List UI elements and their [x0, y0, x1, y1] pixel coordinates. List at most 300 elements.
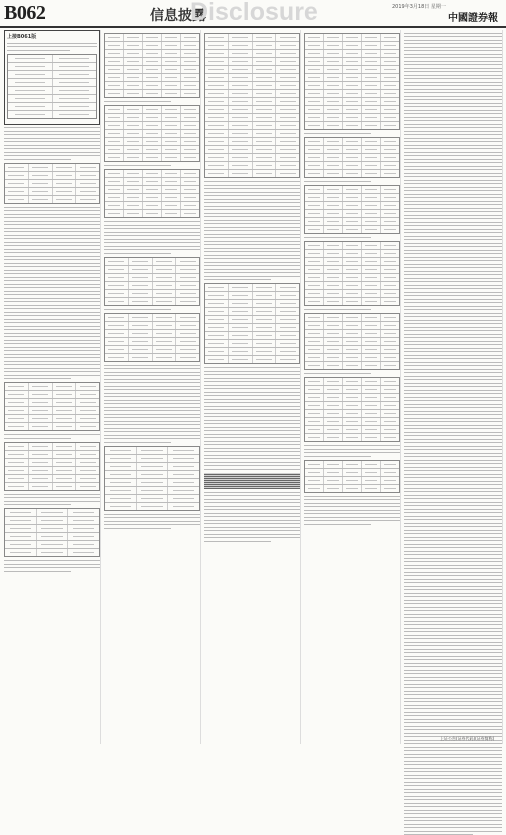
- table-cell: [105, 130, 124, 137]
- table-cell: [143, 90, 162, 97]
- table-cell: [229, 90, 253, 97]
- table-cell: [381, 194, 399, 201]
- table-cell: [176, 354, 199, 361]
- table-cell: [143, 50, 162, 57]
- text-line: [204, 265, 300, 266]
- table-cell: [305, 90, 324, 97]
- table-cell: [324, 210, 343, 217]
- text-line: [404, 771, 502, 772]
- text-line: [404, 180, 502, 181]
- text-line: [204, 520, 300, 521]
- table-cell: [305, 410, 324, 417]
- text-line: [404, 106, 502, 107]
- table-cell: [124, 138, 143, 145]
- text-line: [204, 427, 300, 428]
- table-cell: [276, 42, 299, 49]
- table-cell: [305, 426, 324, 433]
- table-cell: [253, 90, 277, 97]
- table-cell: [143, 186, 162, 193]
- table-cell: [181, 82, 199, 89]
- text-line: [4, 207, 100, 208]
- text-line: [404, 467, 502, 468]
- data-table: [304, 33, 400, 130]
- table-cell: [343, 74, 362, 81]
- table-cell: [143, 114, 162, 121]
- data-table: [4, 163, 100, 204]
- text-line: [104, 242, 200, 243]
- text-line: [4, 141, 100, 142]
- table-cell: [76, 164, 99, 171]
- table-cell: [153, 258, 177, 265]
- text-line: [4, 224, 100, 225]
- table-row: [305, 461, 399, 469]
- table-cell: [381, 74, 399, 81]
- table-row: [305, 354, 399, 362]
- table-cell: [105, 34, 124, 41]
- table-cell: [129, 298, 153, 305]
- table-cell: [381, 162, 399, 169]
- text-line: [404, 495, 502, 496]
- table-row: [105, 503, 199, 510]
- table-cell: [381, 82, 399, 89]
- text-line: [4, 326, 100, 327]
- table-cell: [362, 250, 381, 257]
- text-line: [204, 423, 300, 424]
- table-cell: [181, 106, 199, 113]
- text-line: [104, 253, 171, 254]
- table-cell: [205, 356, 229, 363]
- text-line: [204, 537, 300, 538]
- text-line: [404, 372, 502, 373]
- table-cell: [124, 58, 143, 65]
- table-cell: [324, 290, 343, 297]
- table-cell: [343, 82, 362, 89]
- text-line: [404, 64, 502, 65]
- table-cell: [276, 66, 299, 73]
- data-table: [304, 241, 400, 306]
- text-line: [404, 827, 502, 828]
- table-cell: [53, 423, 77, 430]
- table-cell: [105, 354, 129, 361]
- table-cell: [229, 324, 253, 331]
- table-cell: [124, 202, 143, 209]
- text-line: [204, 462, 300, 463]
- table-cell: [229, 82, 253, 89]
- table-row: [105, 34, 199, 42]
- table-cell: [229, 122, 253, 129]
- table-cell: [5, 188, 29, 195]
- table-cell: [229, 170, 253, 177]
- table-cell: [305, 266, 324, 273]
- table-cell: [362, 477, 381, 484]
- table-cell: [129, 290, 153, 297]
- table-cell: [137, 495, 169, 502]
- table-cell: [362, 162, 381, 169]
- text-line: [404, 281, 502, 282]
- text-line: [204, 371, 300, 372]
- text-line: [4, 131, 100, 132]
- table-row: [5, 415, 99, 423]
- table-cell: [153, 346, 177, 353]
- table-cell: [105, 42, 124, 49]
- table-cell: [124, 74, 143, 81]
- table-row: [105, 266, 199, 274]
- table-cell: [205, 300, 229, 307]
- table-cell: [381, 146, 399, 153]
- table-cell: [76, 483, 99, 490]
- text-line: [404, 414, 502, 415]
- table-cell: [162, 74, 181, 81]
- text-line: [4, 333, 100, 334]
- text-line: [204, 388, 300, 389]
- text-line: [404, 579, 502, 580]
- table-cell: [153, 266, 177, 273]
- table-cell: [343, 386, 362, 393]
- table-cell: [305, 162, 324, 169]
- data-table: [304, 460, 400, 493]
- text-line: [404, 792, 502, 793]
- table-cell: [205, 348, 229, 355]
- table-cell: [5, 467, 29, 474]
- table-cell: [343, 114, 362, 121]
- table-cell: [162, 122, 181, 129]
- text-line: [104, 101, 171, 102]
- text-line: [404, 477, 502, 478]
- table-cell: [229, 74, 253, 81]
- table-cell: [343, 426, 362, 433]
- table-row: [105, 154, 199, 161]
- text-line: [4, 291, 100, 292]
- table-row: [205, 130, 299, 138]
- table-cell: [205, 340, 229, 347]
- table-cell: [324, 354, 343, 361]
- table-row: [205, 138, 299, 146]
- table-cell: [362, 346, 381, 353]
- text-line: [4, 235, 100, 236]
- table-cell: [381, 314, 399, 321]
- text-line: [404, 638, 502, 639]
- text-line: [404, 820, 502, 821]
- text-line: [404, 512, 502, 513]
- table-cell: [362, 194, 381, 201]
- text-line: [404, 453, 502, 454]
- table-cell: [324, 250, 343, 257]
- table-cell: [276, 98, 299, 105]
- text-line: [404, 330, 502, 331]
- text-line: [4, 560, 100, 561]
- text-line: [4, 145, 100, 146]
- table-cell: [29, 483, 53, 490]
- table-cell: [362, 290, 381, 297]
- table-cell: [324, 58, 343, 65]
- text-line: [204, 381, 300, 382]
- table-cell: [381, 346, 399, 353]
- table-cell: [229, 292, 253, 299]
- page-header: [0, 0, 506, 28]
- table-cell: [362, 82, 381, 89]
- table-cell: [324, 194, 343, 201]
- table-row: [305, 386, 399, 394]
- table-cell: [343, 290, 362, 297]
- table-cell: [162, 210, 181, 217]
- table-cell: [324, 138, 343, 145]
- table-cell: [76, 451, 99, 458]
- text-line: [404, 733, 502, 734]
- table-cell: [5, 423, 29, 430]
- table-cell: [137, 463, 169, 470]
- table-cell: [253, 340, 277, 347]
- table-cell: [229, 146, 253, 153]
- data-table: [104, 313, 200, 362]
- table-cell: [229, 114, 253, 121]
- table-cell: [381, 410, 399, 417]
- text-line: [404, 393, 502, 394]
- text-line: [4, 210, 100, 211]
- table-cell: [276, 300, 299, 307]
- table-cell: [276, 348, 299, 355]
- text-line: [404, 558, 502, 559]
- table-cell: [181, 58, 199, 65]
- table-cell: [381, 122, 399, 129]
- table-cell: [229, 308, 253, 315]
- table-cell: [276, 50, 299, 57]
- table-cell: [205, 58, 229, 65]
- table-row: [105, 146, 199, 154]
- table-row: [105, 42, 199, 50]
- table-row: [8, 111, 96, 118]
- text-line: [404, 757, 502, 758]
- table-cell: [162, 202, 181, 209]
- text-line: [4, 343, 100, 344]
- table-cell: [8, 95, 53, 102]
- table-cell: [324, 82, 343, 89]
- table-cell: [105, 447, 137, 454]
- text-line: [404, 502, 502, 503]
- table-cell: [76, 467, 99, 474]
- text-line: [404, 197, 502, 198]
- table-row: [305, 298, 399, 305]
- table-cell: [68, 509, 99, 516]
- text-line: [404, 778, 502, 779]
- table-cell: [381, 418, 399, 425]
- table-cell: [381, 282, 399, 289]
- table-cell: [324, 410, 343, 417]
- text-line: [204, 437, 300, 438]
- table-cell: [276, 90, 299, 97]
- table-cell: [105, 290, 129, 297]
- table-cell: [153, 274, 177, 281]
- text-line: [404, 82, 502, 83]
- table-cell: [129, 314, 153, 321]
- table-row: [105, 114, 199, 122]
- table-cell: [324, 266, 343, 273]
- table-cell: [343, 418, 362, 425]
- table-cell: [343, 434, 362, 441]
- text-line: [404, 208, 502, 209]
- table-cell: [181, 186, 199, 193]
- table-cell: [276, 58, 299, 65]
- table-cell: [305, 242, 324, 249]
- table-cell: [162, 186, 181, 193]
- table-cell: [8, 87, 53, 94]
- table-cell: [324, 346, 343, 353]
- table-cell: [343, 58, 362, 65]
- table-cell: [362, 314, 381, 321]
- text-line: [404, 239, 502, 240]
- table-cell: [343, 138, 362, 145]
- table-cell: [37, 517, 69, 524]
- table-row: [305, 330, 399, 338]
- table-cell: [105, 471, 137, 478]
- table-row: [105, 274, 199, 282]
- text-line: [404, 89, 502, 90]
- table-cell: [124, 82, 143, 89]
- table-cell: [343, 194, 362, 201]
- table-row: [8, 55, 96, 63]
- text-line: [404, 726, 502, 727]
- text-line: [4, 152, 100, 153]
- table-cell: [153, 338, 177, 345]
- table-cell: [181, 42, 199, 49]
- text-line: [404, 747, 502, 748]
- table-cell: [205, 324, 229, 331]
- column-3: [204, 30, 301, 744]
- text-line: [104, 524, 200, 525]
- text-line: [204, 195, 300, 196]
- table-cell: [181, 90, 199, 97]
- text-line: [404, 428, 502, 429]
- text-line: [404, 159, 502, 160]
- data-table: [104, 169, 200, 218]
- table-cell: [162, 50, 181, 57]
- table-cell: [143, 210, 162, 217]
- table-cell: [276, 74, 299, 81]
- table-cell: [205, 122, 229, 129]
- data-table: [304, 185, 400, 234]
- table-row: [105, 282, 199, 290]
- text-line: [204, 516, 300, 517]
- table-cell: [181, 210, 199, 217]
- text-line: [4, 350, 100, 351]
- text-line: [404, 397, 502, 398]
- table-row: [105, 210, 199, 217]
- table-cell: [229, 50, 253, 57]
- table-row: [305, 90, 399, 98]
- text-line: [404, 768, 502, 769]
- text-line: [204, 216, 300, 217]
- text-line: [4, 564, 100, 565]
- text-line: [4, 259, 100, 260]
- text-line: [404, 253, 502, 254]
- table-cell: [205, 292, 229, 299]
- table-cell: [343, 322, 362, 329]
- text-line: [204, 227, 300, 228]
- table-row: [5, 383, 99, 391]
- table-cell: [53, 443, 77, 450]
- table-cell: [253, 106, 277, 113]
- text-line: [404, 729, 502, 730]
- data-table: [7, 54, 97, 119]
- table-cell: [124, 114, 143, 121]
- table-cell: [343, 242, 362, 249]
- table-cell: [176, 338, 199, 345]
- table-cell: [105, 194, 124, 201]
- table-cell: [105, 170, 124, 177]
- table-row: [5, 407, 99, 415]
- table-cell: [29, 443, 53, 450]
- table-cell: [362, 106, 381, 113]
- table-cell: [324, 34, 343, 41]
- table-cell: [305, 282, 324, 289]
- text-line: [304, 449, 400, 450]
- table-cell: [343, 186, 362, 193]
- table-row: [5, 509, 99, 517]
- text-line: [404, 813, 502, 814]
- text-line: [404, 166, 502, 167]
- text-line: [404, 817, 502, 818]
- text-line: [7, 50, 70, 51]
- text-line: [404, 803, 502, 804]
- table-cell: [362, 90, 381, 97]
- table-row: [205, 90, 299, 98]
- text-line: [104, 246, 200, 247]
- table-cell: [381, 226, 399, 233]
- table-cell: [105, 455, 137, 462]
- table-cell: [168, 503, 199, 510]
- text-line: [404, 572, 502, 573]
- table-cell: [276, 316, 299, 323]
- table-cell: [124, 194, 143, 201]
- table-row: [105, 346, 199, 354]
- table-cell: [253, 58, 277, 65]
- table-cell: [137, 447, 169, 454]
- table-cell: [276, 324, 299, 331]
- text-line: [404, 50, 502, 51]
- text-line: [404, 663, 502, 664]
- table-row: [5, 533, 99, 541]
- table-cell: [362, 146, 381, 153]
- table-cell: [143, 138, 162, 145]
- text-line: [204, 492, 300, 493]
- table-row: [305, 338, 399, 346]
- text-line: [204, 374, 300, 375]
- table-cell: [305, 274, 324, 281]
- text-line: [404, 306, 502, 307]
- table-cell: [129, 322, 153, 329]
- table-cell: [381, 402, 399, 409]
- table-cell: [305, 485, 324, 492]
- table-row: [305, 477, 399, 485]
- table-cell: [76, 415, 99, 422]
- table-cell: [53, 451, 77, 458]
- table-cell: [253, 138, 277, 145]
- table-row: [305, 82, 399, 90]
- table-cell: [53, 71, 97, 78]
- table-cell: [305, 218, 324, 225]
- table-cell: [305, 250, 324, 257]
- text-line: [204, 458, 300, 459]
- table-cell: [205, 98, 229, 105]
- table-cell: [53, 95, 97, 102]
- table-cell: [324, 314, 343, 321]
- table-cell: [305, 50, 324, 57]
- text-line: [104, 225, 200, 226]
- text-line: [404, 603, 502, 604]
- table-cell: [181, 154, 199, 161]
- table-cell: [205, 316, 229, 323]
- text-line: [404, 383, 502, 384]
- table-cell: [205, 106, 229, 113]
